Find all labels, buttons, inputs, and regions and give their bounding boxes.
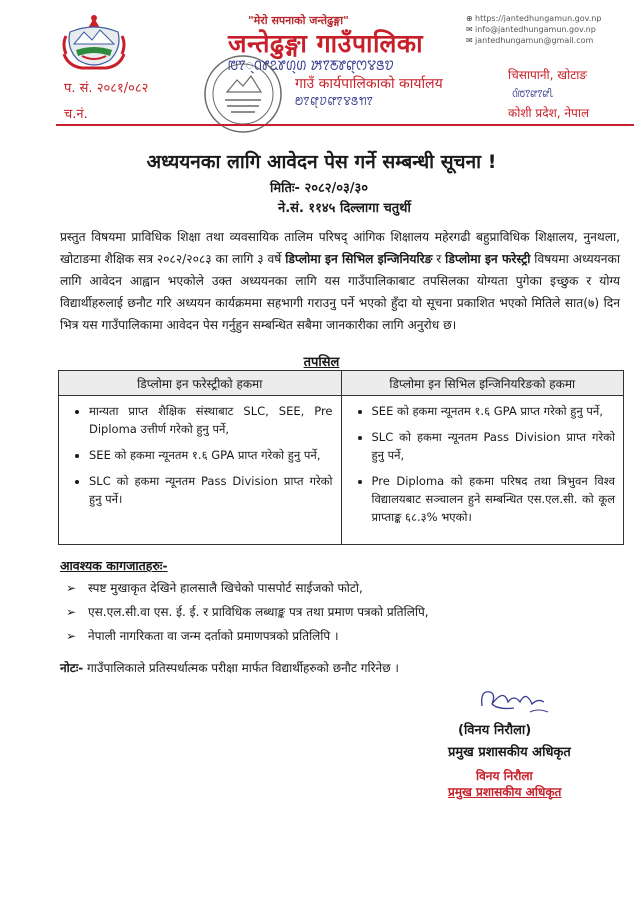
- forestry-column-header: डिप्लोमा इन फरेस्ट्रीको हकमा: [59, 371, 342, 396]
- list-item: • SEE को हकमा न्यूनतम १.६ GPA प्राप्त गरेको हुनु पर्ने,: [89, 446, 333, 464]
- notice-title: अध्ययनका लागि आवेदन पेस गर्ने सम्बन्धी सूचना !: [146, 151, 497, 173]
- notice-note: [60, 659, 399, 676]
- executive-office-name: गाउँ कार्यपालिकाको कार्यालय: [295, 76, 443, 92]
- list-item: • SLC को हकमा न्यूनतम Pass Division प्राप्त गरेको हुनु पर्ने,: [372, 428, 616, 464]
- arrow-bullet-icon: ➢: [66, 629, 77, 643]
- documents-heading: आवश्यक कागजातहरुः-: [60, 558, 168, 573]
- reference-number: प. सं. २०८१/०८२: [64, 81, 149, 96]
- forestry-program-name: डिप्लोमा इन फरेस्ट्री: [445, 252, 531, 266]
- dispatch-number: च.नं.: [64, 107, 88, 122]
- post-stamp: प्रमुख प्रशासकीय अधिकृत: [448, 785, 562, 799]
- list-item: नेपाली नागरिकता वा जन्म दर्ताको प्रमाणपत्रको प्रतिलिपि ।: [88, 629, 339, 643]
- civil-requirements: [341, 396, 624, 545]
- note-label: नोटः-: [60, 661, 84, 675]
- office-motto: "मेरो सपनाको जन्तेढुङ्गा": [248, 14, 349, 27]
- nepal-emblem-icon: [60, 14, 128, 72]
- list-item: • SEE को हकमा न्यूनतम १.६ GPA प्राप्त गरेको हुनु पर्ने,: [372, 402, 616, 420]
- signatory-post: प्रमुख प्रशासकीय अधिकृत: [448, 745, 571, 760]
- notice-body: प्रस्तुत विषयमा प्राविधिक शिक्षा तथा व्यवसायिक तालिम परिषद् आंगिक शिक्षालय महेरगढी बहुप्राविधिक शिक्षालय, नुनथला, खोटाङमा शैक्षिक सत्र २०८२/२०८३ का लागि ३ वर्षे डिप्लोमा इन सिभिल इन्जिनियरिङ र डिप्लोमा इन फरेस्ट्री विषयमा अध्ययनका लागि आवेदन आह्वान भएकोले उक्त अध्ययनका लागि यस गाउँपालिकाबाट तपसिलका योग्यता पुगेका इच्छुक र योग्य विद्यार्थीहरुलाई छनौट गरि अध्ययन कार्यक्रममा सहभागी गराउनु पर्ने भएको हुँदा यो सूचना प्रकाशित भएको मितिले सात(७) दिन भित्र यस गाउँपालिकामा आवेदन पेस गर्नुहुन सम्बन्धित सबैमा जानकारीका लागि अनुरोध छ।: [60, 230, 620, 332]
- list-item: • SLC को हकमा न्यूनतम Pass Division प्राप्त गरेको हुनु पर्ने।: [89, 472, 333, 508]
- official-email-link[interactable]: info@jantedhungamun.gov.np: [475, 25, 596, 34]
- executive-office-ranjana: ꢗꢵꢥ꣄ꢦꢥꢵꢮꢺꢒꢵ: [295, 94, 374, 108]
- office-name-ranjana: ꢱꢵ꣄ꢡꢸꢣꢸꢔ꣄ꢔ ꢓꢵꢲꢸꢥ꣄ꢭꢮꢺꢫ: [228, 58, 394, 74]
- list-item: स्पष्ट मुखाकृत देखिने हालसालै खिचेको पासपोर्ट साईजको फोटो,: [88, 581, 363, 595]
- arrow-bullet-icon: ➢: [66, 581, 77, 595]
- civil-column-header: डिप्लोमा इन सिभिल इन्जिनियरिङको हकमा: [341, 371, 624, 396]
- nepal-sambat-date: ने.सं. ११४५ दिल्लागा चतुर्थी: [278, 201, 411, 216]
- header-divider: [56, 124, 634, 126]
- arrow-bullet-icon: ➢: [66, 605, 77, 619]
- notice-date: मितिः- २०८२/०३/३०: [270, 181, 369, 196]
- note-text: गाउँपालिकाले प्रतिस्पर्धात्मक परीक्षा मार्फत विद्यार्थीहरुको छनौट गरिनेछ ।: [83, 661, 399, 675]
- globe-icon: ⊕: [466, 14, 473, 23]
- alt-email-link[interactable]: jantedhungamun@gmail.com: [475, 36, 594, 45]
- signatory-name: (विनय निरौला): [458, 723, 532, 738]
- forestry-requirements: [59, 396, 342, 545]
- list-item: एस.एल.सी.वा एस. ई. ई. र प्राविधिक लब्धाङ्क पत्र तथा प्रमाण पत्रको प्रतिलिपि,: [88, 605, 429, 619]
- office-address-ranjana: ꢡꢶꢱꢵꢥꢵꢥꢷ: [512, 89, 554, 100]
- handwritten-signature-icon: [474, 680, 564, 720]
- mail-icon: ✉: [466, 36, 473, 45]
- office-address-province: कोशी प्रदेश, नेपाल: [508, 106, 590, 120]
- civil-program-name: डिप्लोमा इन सिभिल इन्जिनियरिङ: [285, 252, 433, 266]
- eligibility-table: [58, 370, 624, 545]
- office-address-local: चिसापानी, खोटाङ: [508, 68, 587, 82]
- table-caption: तपसिल: [303, 355, 340, 370]
- list-item: • Pre Diploma को हकमा परिषद तथा त्रिभुवन विश्व विद्यालयबाट सञ्चालन हुने सम्बन्धित एस.एल.सी. को कूल प्राप्ताङ्क ६८.३% भएको।: [372, 472, 616, 526]
- documents-list: [66, 576, 429, 648]
- website-link[interactable]: https://jantedhungamun.gov.np: [475, 14, 602, 23]
- contact-block: [466, 13, 601, 46]
- name-stamp: विनय निरौला: [476, 769, 533, 783]
- mail-icon: ✉: [466, 25, 473, 34]
- office-name: जन्तेढुङ्गा गाउँपालिका: [228, 29, 424, 58]
- list-item: • मान्यता प्राप्त शैक्षिक संस्थाबाट SLC, SEE, Pre Diploma उत्तीर्ण गरेको हुनु पर्ने,: [89, 402, 333, 438]
